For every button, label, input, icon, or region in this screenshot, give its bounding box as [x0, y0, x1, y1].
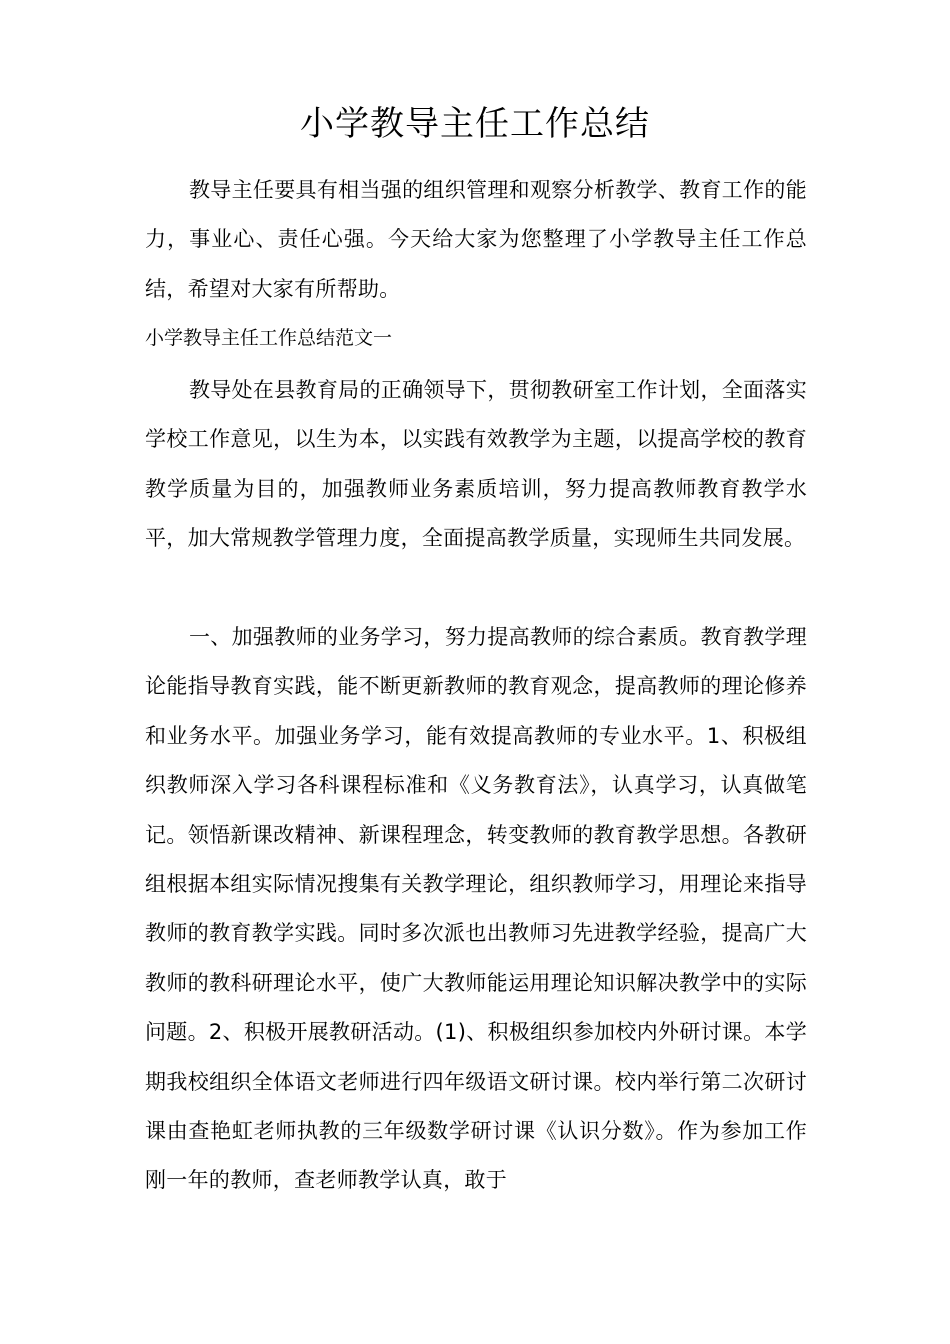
body-paragraph-2: 一、加强教师的业务学习，努力提高教师的综合素质。教育教学理论能指导教育实践，能不断更新教师的教育观念，提高教师的理论修养和业务水平。加强业务学习，能有效提高教师的专业水平。1、积极组织教师深入学习各科课程标准和《义务教育法》，认真学习，认真做笔记。领悟新课改精神、新课程理念，转变教师的教育教学思想。各教研组根据本组实际情况搜集有关教学理论，组织教师学习，用理论来指导教师的教育教学实践。同时多次派也出教师习先进教学经验，提高广大教师的教科研理论水平，使广大教师能运用理论知识解决教学中的实际问题。2、积极开展教研活动。(1)、积极组织参加校内外研讨课。本学期我校组织全体语文老师进行四年级语文研讨课。校内举行第二次研讨课由查艳虹老师执教的三年级数学研讨课《认识分数》。作为参加工作刚一年的教师，查老师教学认真，敢于	[145, 625, 808, 1193]
body-paragraph-1: 教导处在县教育局的正确领导下，贯彻教研室工作计划，全面落实学校工作意见，以生为本，以实践有效教学为主题，以提高学校的教育教学质量为目的，加强教师业务素质培训，努力提高教师教育教学水平，加大常规教学管理力度，全面提高教学质量，实现师生共同发展。	[145, 378, 807, 551]
document-title: 小学教导主任工作总结	[300, 104, 650, 144]
intro-paragraph: 教导主任要具有相当强的组织管理和观察分析教学、教育工作的能力，事业心、责任心强。今天给大家为您整理了小学教导主任工作总结，希望对大家有所帮助。	[145, 178, 807, 301]
section-heading: 小学教导主任工作总结范文一	[145, 327, 393, 349]
document-body	[145, 166, 807, 1206]
